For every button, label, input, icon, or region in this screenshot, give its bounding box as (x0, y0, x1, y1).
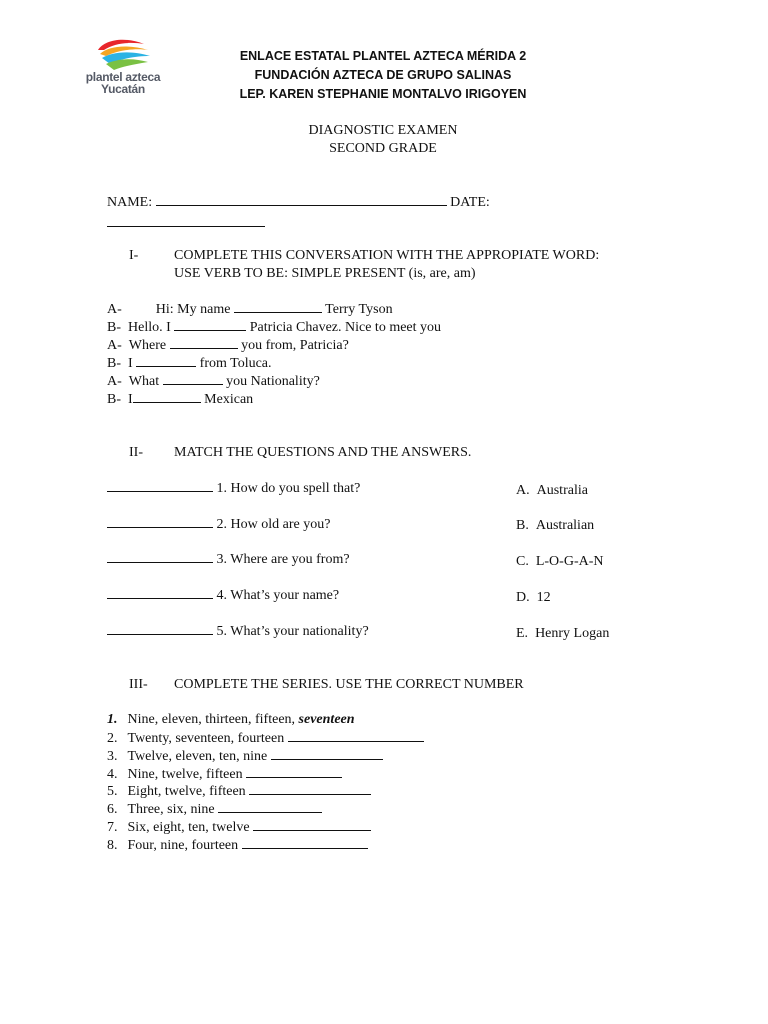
speaker-label: B- (107, 356, 121, 371)
date-blank[interactable] (107, 214, 265, 227)
question-text: 5. What’s your nationality? (216, 624, 369, 639)
section3-instruction: COMPLETE THE SERIES. USE THE CORRECT NUMBER (174, 677, 524, 692)
series-number: 1. (107, 712, 118, 727)
series-text: Twenty, seventeen, fourteen (127, 731, 288, 746)
line-text: Hi: My name (155, 302, 234, 317)
answer-letter: A. (516, 483, 530, 498)
series-number: 6. (107, 802, 118, 817)
series-text: Three, six, nine (127, 802, 219, 817)
speaker-label: B- (107, 392, 121, 407)
answer-letter: C. (516, 554, 529, 569)
line-text: you Nationality? (222, 374, 320, 389)
line-text: Terry Tyson (321, 302, 393, 317)
answer-blank[interactable] (163, 372, 223, 385)
header-line: LEP. KAREN STEPHANIE MONTALVO IRIGOYEN (239, 87, 527, 101)
question-text: 4. What’s your name? (216, 588, 340, 603)
question-text: 1. How do you spell that? (216, 481, 361, 496)
conversation-line (107, 300, 393, 319)
title-line: SECOND GRADE (329, 141, 437, 156)
section2-instruction: MATCH THE QUESTIONS AND THE ANSWERS. (174, 445, 472, 460)
section2-number: II- (129, 445, 143, 460)
series-blank[interactable] (253, 818, 371, 831)
logo-swirl-icon (94, 36, 152, 72)
series-item (107, 729, 424, 748)
series-item (107, 818, 371, 837)
section1-instruction: USE VERB TO BE: SIMPLE PRESENT (is, are, am) (174, 266, 476, 281)
date-blank-line (107, 214, 265, 233)
series-text: Eight, twelve, fifteen (127, 784, 250, 799)
answer-text: L-O-G-A-N (535, 554, 604, 569)
series-item (107, 836, 368, 855)
conversation-line (107, 354, 272, 373)
match-answer (516, 625, 609, 643)
answer-text: Henry Logan (535, 626, 610, 641)
series-blank[interactable] (242, 836, 368, 849)
series-item (107, 747, 383, 766)
conversation-line (107, 318, 441, 337)
date-label: DATE: (450, 195, 490, 210)
match-blank[interactable] (107, 479, 213, 492)
answer-letter: E. (516, 626, 529, 641)
answer-blank[interactable] (136, 354, 196, 367)
section3-number: III- (129, 677, 148, 692)
match-blank[interactable] (107, 622, 213, 635)
answer-blank[interactable] (170, 336, 238, 349)
line-text: Hello. I (128, 320, 175, 335)
match-question (107, 550, 350, 569)
line-text: Where (128, 338, 170, 353)
series-text: Nine, twelve, fifteen (127, 767, 247, 782)
school-header (180, 47, 586, 104)
series-blank[interactable] (218, 800, 322, 813)
title-line: DIAGNOSTIC EXAMEN (308, 123, 458, 138)
line-text: What (128, 374, 163, 389)
line-text: Patricia Chavez. Nice to meet you (246, 320, 442, 335)
series-text: Four, nine, fourteen (127, 838, 242, 853)
speaker-label: B- (107, 320, 121, 335)
logo-line2: Yucatán (101, 82, 145, 96)
answer-text: Australia (536, 483, 588, 498)
question-text: 2. How old are you? (216, 517, 331, 532)
conversation-line (107, 336, 349, 355)
header-line: FUNDACIÓN AZTECA DE GRUPO SALINAS (254, 68, 512, 82)
series-blank[interactable] (271, 747, 383, 760)
match-answer (516, 482, 588, 500)
match-answer (516, 553, 604, 571)
answer-blank[interactable] (234, 300, 322, 313)
answer-text: Australian (535, 518, 595, 533)
match-question (107, 479, 360, 498)
line-text: from Toluca. (196, 356, 272, 371)
logo-text (80, 71, 166, 95)
series-example (107, 711, 355, 729)
plantel-azteca-logo (80, 28, 166, 104)
section1-number: I- (129, 248, 139, 263)
speaker-label: A- (107, 302, 122, 317)
match-answer (516, 517, 594, 535)
series-number: 3. (107, 749, 118, 764)
match-blank[interactable] (107, 550, 213, 563)
line-text: Mexican (200, 392, 254, 407)
conversation-line (107, 390, 253, 409)
series-number: 2. (107, 731, 118, 746)
speaker-label: A- (107, 374, 122, 389)
speaker-label: A- (107, 338, 122, 353)
series-text: Twelve, eleven, ten, nine (127, 749, 271, 764)
section1-instruction: COMPLETE THIS CONVERSATION WITH THE APPROPIATE WORD: (174, 248, 600, 263)
match-question (107, 622, 369, 641)
answer-text: 12 (536, 590, 551, 605)
header-line: ENLACE ESTATAL PLANTEL AZTECA MÉRIDA 2 (239, 49, 527, 63)
line-text: you from, Patricia? (237, 338, 349, 353)
series-item (107, 800, 322, 819)
match-answer (516, 589, 551, 607)
series-answer: seventeen (298, 712, 355, 727)
match-question (107, 515, 330, 534)
answer-letter: D. (516, 590, 530, 605)
name-date-line (107, 193, 490, 212)
question-text: 3. Where are you from? (216, 552, 350, 567)
line-text: I (128, 392, 133, 407)
name-blank[interactable] (156, 193, 447, 206)
line-text: I (128, 356, 137, 371)
match-blank[interactable] (107, 515, 213, 528)
series-number: 8. (107, 838, 118, 853)
answer-blank[interactable] (133, 390, 201, 403)
series-item (107, 782, 371, 801)
series-text: Nine, eleven, thirteen, fifteen, (127, 712, 299, 727)
series-text: Six, eight, ten, twelve (127, 820, 254, 835)
match-question (107, 586, 339, 605)
conversation-line (107, 372, 320, 391)
match-blank[interactable] (107, 586, 213, 599)
name-label: NAME: (107, 195, 153, 210)
series-number: 7. (107, 820, 118, 835)
answer-blank[interactable] (174, 318, 246, 331)
series-number: 4. (107, 767, 118, 782)
series-blank[interactable] (246, 765, 342, 778)
answer-letter: B. (516, 518, 529, 533)
logo-line1: plantel azteca (85, 70, 161, 84)
series-blank[interactable] (249, 782, 371, 795)
exam-title (180, 122, 586, 158)
series-number: 5. (107, 784, 118, 799)
series-blank[interactable] (288, 729, 424, 742)
